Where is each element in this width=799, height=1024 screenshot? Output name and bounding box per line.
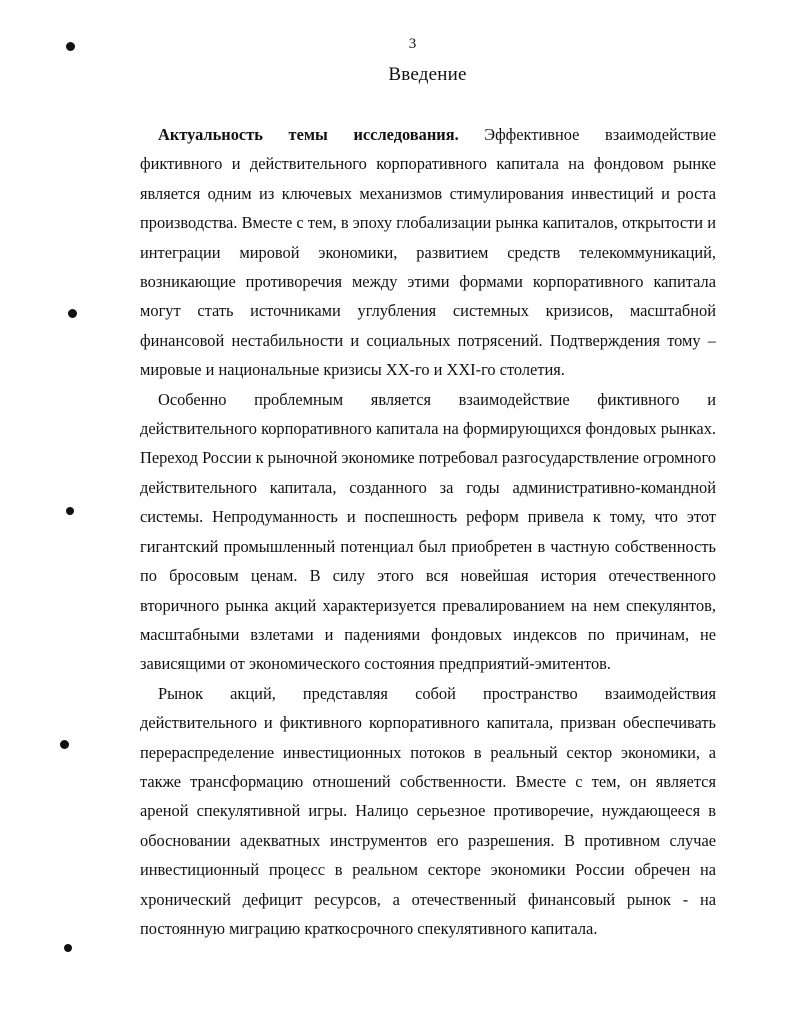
binder-hole-mark	[68, 309, 77, 318]
paragraph-text: Эффективное взаимодействие фиктивного и действительного корпоративного капитала на фондовом рынке является одним из ключевых механизмов стимулирования инвестиций и роста производства. Вместе с тем, в эпоху глобализации рынка капиталов, открытости и интеграции мировой экономики, развитием средств телекоммуникаций, возникающие противоречия между этими формами корпоративного капитала могут стать источниками углубления системных кризисов, масштабной финансовой нестабильности и социальных потрясений. Подтверждения тому – мировые и национальные кризисы XX-го и XXI-го столетия.	[140, 125, 716, 380]
paragraph-lead: Актуальность темы исследования.	[158, 125, 459, 144]
binder-hole-mark	[64, 944, 72, 952]
page-number: 3	[408, 36, 417, 52]
paragraph-emerging-markets: Особенно проблемным является взаимодействие фиктивного и действительного корпоративного капитала на формирующихся фондовых рынках. Переход России к рыночной экономике потребовал разгосударствление огромного действительного капитала, созданного за годы административно-командной системы. Непродуманность и поспешность реформ привела к тому, что этот гигантский промышленный потенциал был приобретен в частную собственность по бросовым ценам. В силу этого вся новейшая история отечественного вторичного рынка акций характеризуется превалированием на нем спекулянтов, масштабными взлетами и падениями фондовых индексов по причинам, не зависящими от экономического состояния предприятий-эмитентов.	[140, 389, 716, 674]
paragraph-relevance	[140, 120, 716, 385]
body-text	[140, 120, 716, 943]
section-title: Введение	[388, 64, 467, 85]
binder-hole-mark	[60, 740, 69, 749]
binder-hole-mark	[66, 507, 74, 515]
paragraph-stock-market: Рынок акций, представляя собой пространство взаимодействия действительного и фиктивного корпоративного капитала, призван обеспечивать перераспределение инвестиционных потоков в реальный сектор экономики, а также трансформацию отношений собственности. Вместе с тем, он является ареной спекулятивной игры. Налицо серьезное противоречие, нуждающееся в обосновании адекватных инструментов его разрешения. В противном случае инвестиционный процесс в реальном секторе экономики России обречен на хронический дефицит ресурсов, а отечественный финансовый рынок - на постоянную миграцию краткосрочного спекулятивного капитала.	[140, 683, 716, 938]
